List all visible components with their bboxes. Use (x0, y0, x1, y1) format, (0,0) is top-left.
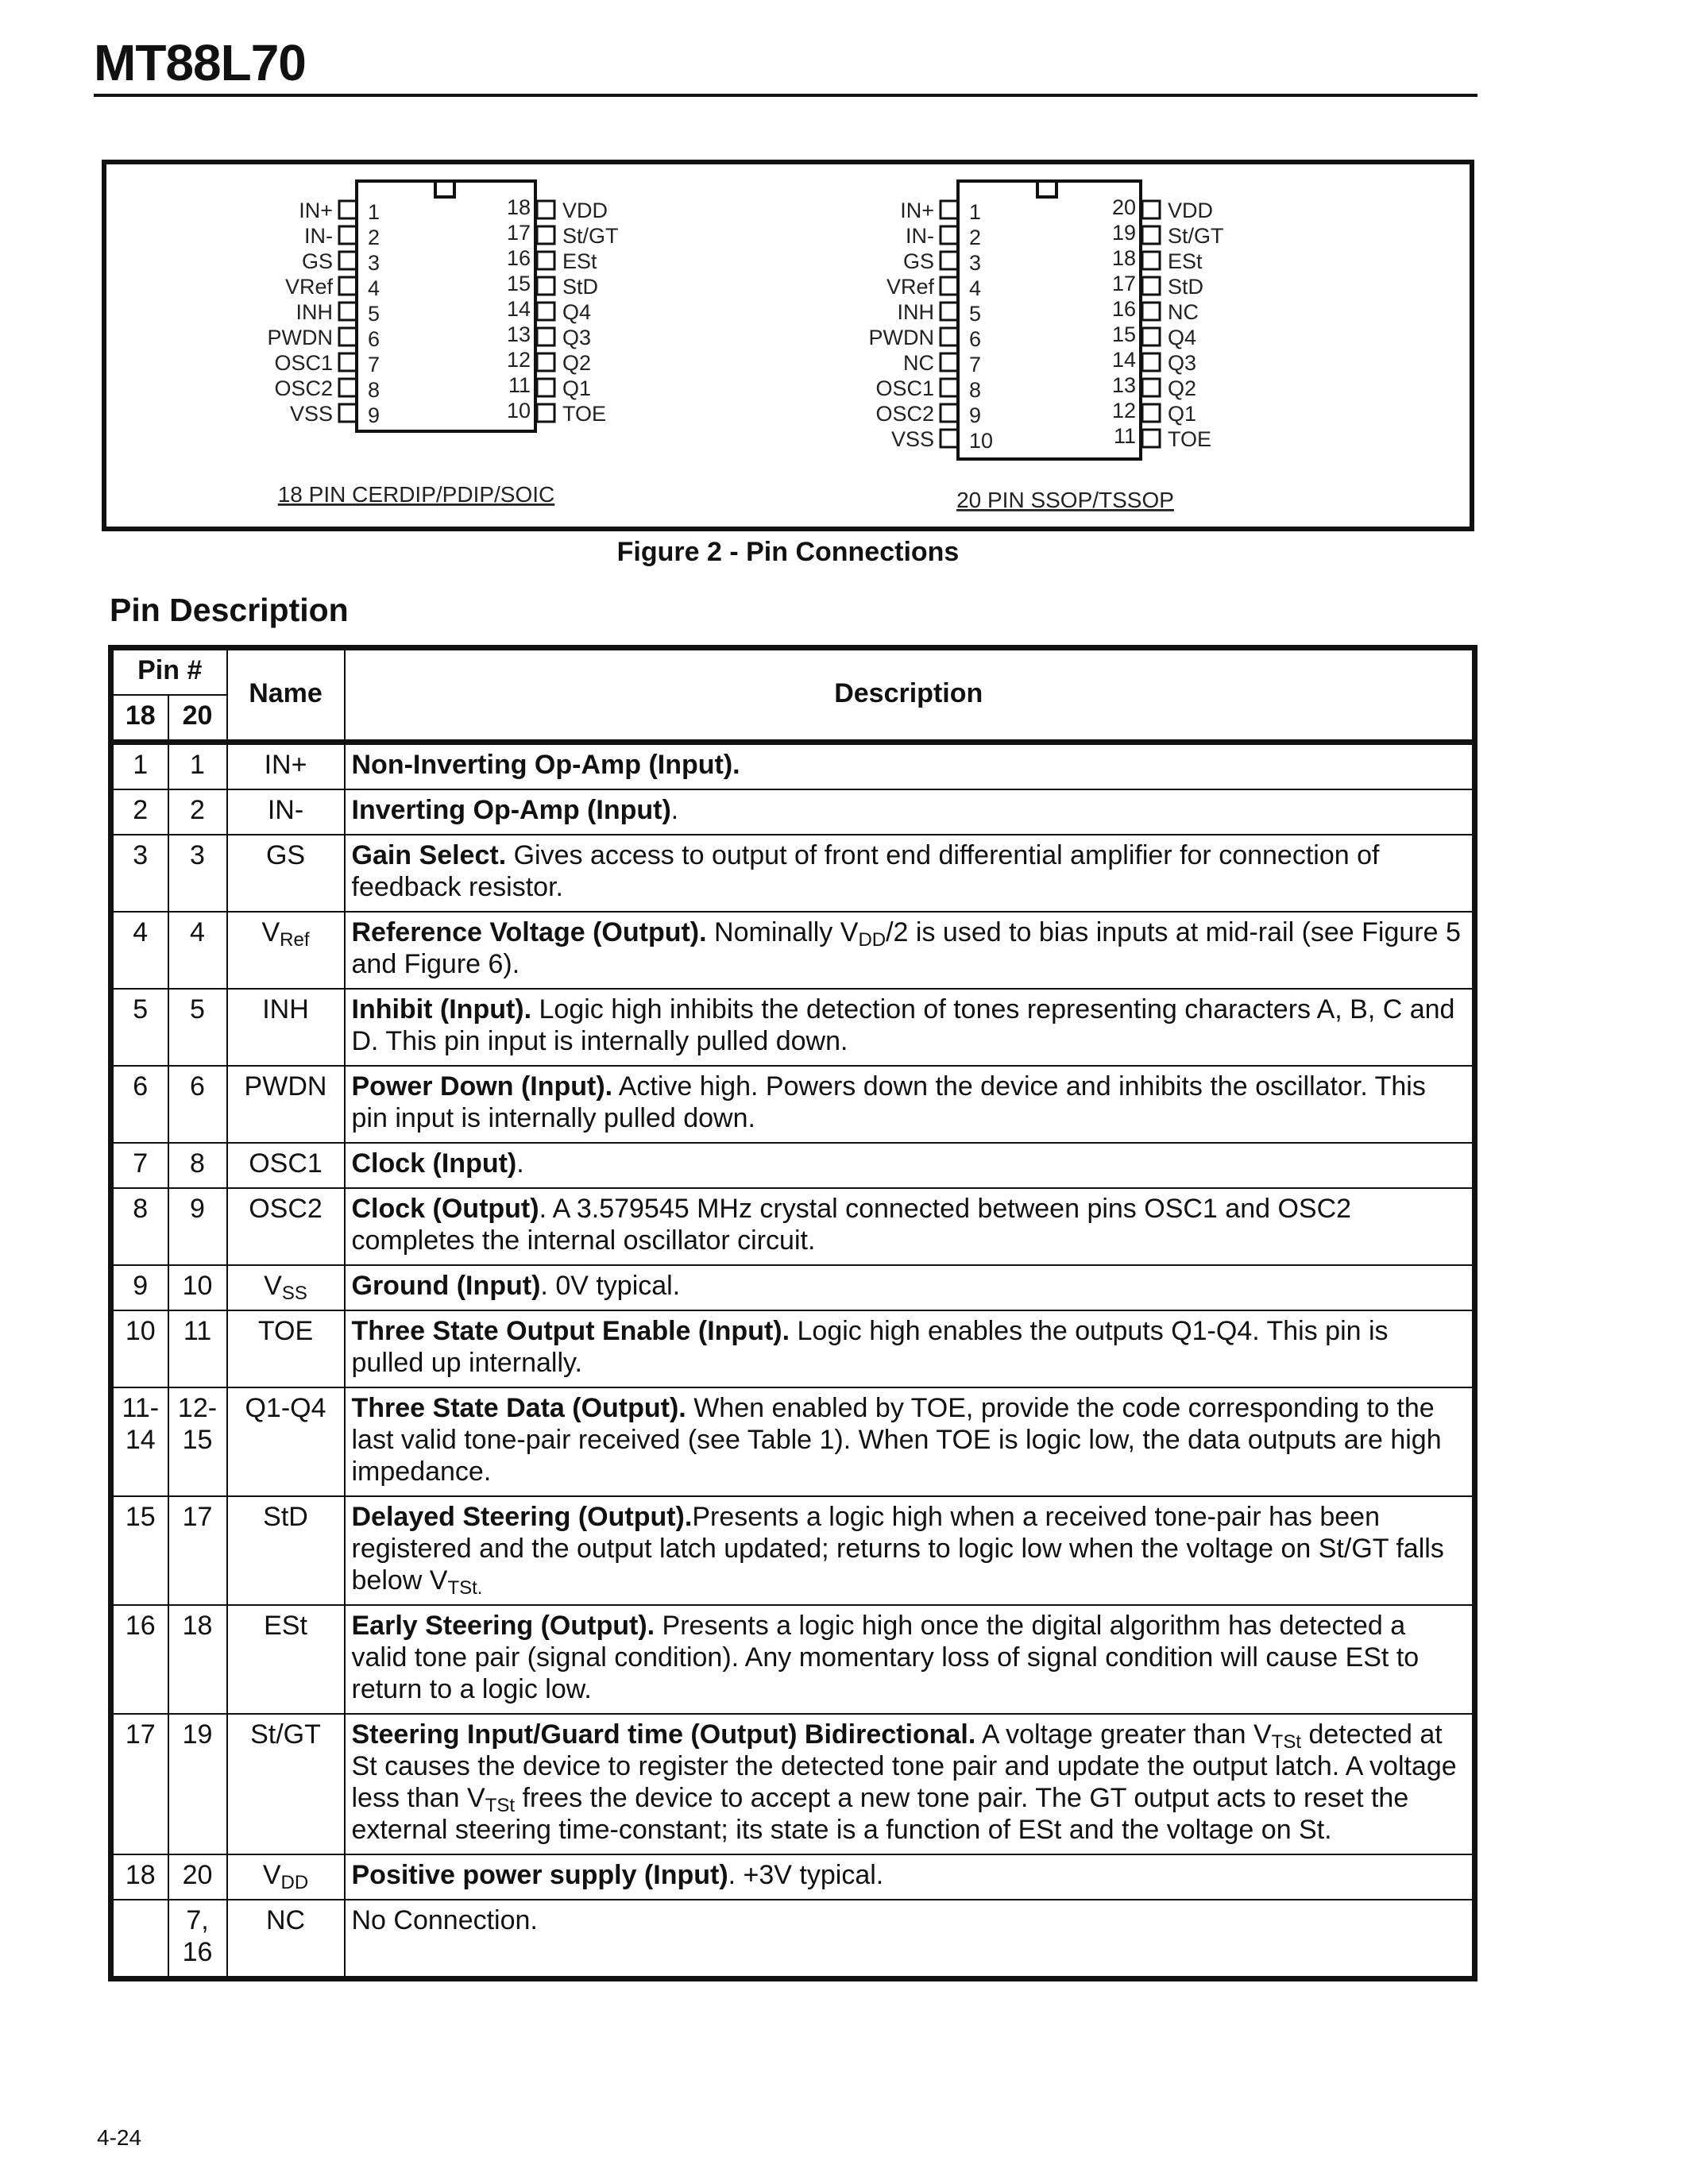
table-row (111, 1310, 1475, 1387)
pin-label: NC (903, 351, 934, 375)
pin-description-cell (345, 1310, 1475, 1387)
pin-number: 4 (969, 276, 982, 300)
pin-label: IN+ (900, 199, 934, 222)
pin-name-cell (227, 1265, 345, 1310)
description-text: A voltage greater than V (975, 1719, 1272, 1750)
description-text: Active high. Powers down the device and inhibits the oscillator. This pin input is internally pulled down. (351, 1071, 1426, 1133)
pin-pad (537, 226, 554, 244)
pin-pad (339, 277, 357, 295)
pin-number: 8 (368, 378, 380, 402)
pin-20-cell: 5 (168, 989, 227, 1066)
pin-label: IN+ (299, 199, 333, 222)
pin-name-cell (227, 1854, 345, 1900)
pin-20-cell: 12-15 (168, 1387, 227, 1496)
pin-pad (339, 201, 357, 218)
pin-number: 17 (1111, 272, 1136, 295)
description-text: When enabled by TOE, provide the code corresponding to the last valid tone-pair received (see Table 1). When TOE is logic low, the data outputs are high impedance. (351, 1393, 1442, 1487)
table-row (111, 1496, 1475, 1605)
pin-label: VRef (886, 275, 934, 299)
description-lead: Clock (Input) (351, 1148, 517, 1179)
pin-number: 13 (1111, 373, 1136, 397)
description-lead: Steering Input/Guard time (Output) Bidirectional. (351, 1719, 976, 1750)
page-number: 4-24 (97, 2125, 142, 2150)
document-title: MT88L70 (94, 34, 306, 91)
pin-pad (941, 303, 958, 320)
pin-number: 7 (969, 353, 982, 376)
pin-number: 15 (506, 272, 531, 295)
package-18-pin (268, 181, 619, 507)
pin-pad (1142, 201, 1160, 218)
pin-label: Q1 (562, 376, 592, 400)
description-lead: Reference Voltage (Output). (351, 917, 707, 947)
description-subscript: TSt (1271, 1731, 1302, 1753)
pin-label: OSC1 (875, 376, 934, 400)
package-20-label: 20 PIN SSOP/TSSOP (956, 488, 1174, 512)
pin-number: 4 (368, 276, 380, 300)
description-text: . A 3.579545 MHz crystal connected between pins OSC1 and OSC2 completes the internal oscillator circuit. (351, 1194, 1352, 1256)
pin-20-cell: 8 (168, 1143, 227, 1188)
pin-number: 3 (969, 251, 982, 275)
pin-pad (339, 303, 357, 320)
description-subscript: TSt (485, 1795, 516, 1816)
pin-number: 16 (1111, 297, 1136, 321)
description-text: Logic high enables the outputs Q1-Q4. This pin is pulled up internally. (351, 1316, 1389, 1378)
pin-number: 16 (506, 246, 531, 270)
table-row (111, 1714, 1475, 1854)
pin-18-cell: 15 (111, 1496, 168, 1605)
pin-name: V (261, 917, 280, 947)
description-text: /2 is used to bias inputs at mid-rail (see Figure 5 and Figure 6). (351, 917, 1461, 979)
pin-name-cell (227, 1143, 345, 1188)
description-text: . +3V typical. (728, 1860, 884, 1890)
pin-20-cell: 20 (168, 1854, 227, 1900)
header-description: Description (345, 648, 1475, 743)
pin-description-cell (345, 912, 1475, 989)
table-row (111, 1143, 1475, 1188)
pin-name: ESt (264, 1611, 307, 1641)
pin-name-cell (227, 743, 345, 790)
pin-pad (1142, 303, 1160, 320)
pin-pad (537, 404, 554, 422)
pin-description-cell (345, 989, 1475, 1066)
pin-20-cell: 4 (168, 912, 227, 989)
description-text: . 0V typical. (540, 1271, 681, 1301)
description-lead: Power Down (Input). (351, 1071, 613, 1102)
pin-20-cell: 3 (168, 835, 227, 912)
pin-label: NC (1168, 300, 1199, 324)
pin-name: OSC1 (249, 1148, 323, 1179)
pin-number: 10 (969, 429, 994, 453)
pin-label: GS (301, 249, 333, 273)
pin-name: St/GT (250, 1719, 321, 1750)
pin-18-cell: 18 (111, 1854, 168, 1900)
pin-18-cell: 8 (111, 1188, 168, 1265)
pin-number: 15 (1111, 322, 1136, 346)
pin-label: GS (902, 249, 934, 273)
description-lead: Gain Select. (351, 840, 507, 870)
pin-number: 17 (506, 221, 531, 245)
description-lead: Three State Data (Output). (351, 1393, 686, 1423)
pin-name: V (262, 1860, 281, 1890)
package-20-pin (869, 181, 1224, 512)
pin-description-cell (345, 1143, 1475, 1188)
description-lead: Inhibit (Input). (351, 994, 532, 1024)
table-row (111, 912, 1475, 989)
pin-connections-figure (102, 160, 1474, 531)
pin-18-cell: 17 (111, 1714, 168, 1854)
pin-pad (941, 277, 958, 295)
pin-name: IN+ (264, 750, 307, 780)
pin-pad (941, 353, 958, 371)
pin-description-cell (345, 1066, 1475, 1143)
description-text: Logic high inhibits the detection of tones representing characters A, B, C and D. This pin input is internally pulled down. (351, 994, 1455, 1056)
pin-label: VDD (1168, 199, 1214, 222)
pin-number: 2 (368, 226, 380, 249)
pin-18-cell: 2 (111, 789, 168, 835)
pin-18-cell: 10 (111, 1310, 168, 1387)
pin-pad (537, 277, 554, 295)
figure-caption: Figure 2 - Pin Connections (616, 537, 960, 567)
pin-20-cell: 2 (168, 789, 227, 835)
pin-label: OSC1 (274, 351, 333, 375)
pin-number: 12 (506, 348, 531, 372)
pin-name-subscript: DD (280, 1872, 309, 1893)
pin-label: StD (1168, 275, 1204, 299)
pin-description-cell (345, 1900, 1475, 1979)
pin-name-cell (227, 1714, 345, 1854)
pin-pad (1142, 430, 1160, 447)
description-subscript: DD (858, 929, 886, 951)
pin-name: PWDN (244, 1071, 327, 1102)
pin1-notch (435, 181, 454, 197)
pin-number: 10 (506, 399, 531, 423)
pin-number: 12 (1111, 399, 1136, 423)
pin-description-cell (345, 1714, 1475, 1854)
pin-20-cell: 1 (168, 743, 227, 790)
pin-pad (1142, 353, 1160, 371)
description-text: Presents a logic high when a received tone-pair has been registered and the output latch updated; returns to logic low when the voltage on St/GT falls below V (351, 1502, 1444, 1596)
pin-number: 18 (506, 195, 531, 219)
pin-name: StD (263, 1502, 308, 1532)
header-20-pin: 20 (168, 695, 227, 743)
header-18-pin: 18 (111, 695, 168, 743)
pin-number: 5 (969, 302, 982, 326)
pin-label: OSC2 (875, 402, 934, 426)
pin-label: IN- (906, 224, 934, 248)
pin-name-cell (227, 789, 345, 835)
table-row (111, 1265, 1475, 1310)
pin-pad (339, 404, 357, 422)
pin-number: 11 (508, 373, 531, 397)
pin-20-cell: 10 (168, 1265, 227, 1310)
pin-pad (941, 404, 958, 422)
pin-label: INH (897, 300, 934, 324)
pin-number: 1 (368, 200, 380, 224)
table-row (111, 1605, 1475, 1714)
description-text: frees the device to accept a new tone pair. The GT output acts to reset the external steering time-constant; its state is a function of ESt and the voltage on St. (351, 1783, 1409, 1845)
description-text: Gives access to output of front end differential amplifier for connection of feedback resistor. (351, 840, 1380, 902)
description-lead: Clock (Output) (351, 1194, 539, 1224)
pin-name-cell (227, 1605, 345, 1714)
pin-label: Q3 (1168, 351, 1197, 375)
pin-name-cell (227, 1188, 345, 1265)
pin-pad (941, 328, 958, 345)
pin-name-subscript: SS (281, 1283, 307, 1304)
pin-number: 14 (1111, 348, 1136, 372)
pin-description-cell (345, 789, 1475, 835)
pin-18-cell: 4 (111, 912, 168, 989)
pin-name-subscript: Ref (280, 929, 310, 951)
pin-20-cell: 11 (168, 1310, 227, 1387)
pin-name-cell (227, 912, 345, 989)
pin-number: 5 (368, 302, 380, 326)
pin-name-cell (227, 1066, 345, 1143)
pin-18-cell: 1 (111, 743, 168, 790)
pin-pad (537, 379, 554, 396)
pin-label: St/GT (1168, 224, 1224, 248)
package-18-label: 18 PIN CERDIP/PDIP/SOIC (277, 482, 555, 507)
pin-name: OSC2 (249, 1194, 323, 1224)
pin-pad (537, 353, 554, 371)
pin-description-cell (345, 1605, 1475, 1714)
pin-label: OSC2 (274, 376, 333, 400)
pin-name-cell (227, 989, 345, 1066)
pin-label: Q3 (562, 326, 592, 349)
pin-name-cell (227, 835, 345, 912)
pin-pad (339, 252, 357, 269)
pin-pad (1142, 379, 1160, 396)
pin-pad (1142, 226, 1160, 244)
pin-number: 6 (368, 327, 380, 351)
pin-name-cell (227, 1900, 345, 1979)
description-text: . (670, 795, 679, 825)
pin-number: 19 (1111, 221, 1136, 245)
pin-number: 20 (1111, 195, 1136, 219)
table-row (111, 789, 1475, 835)
pin-name-cell (227, 1496, 345, 1605)
pin-number: 14 (506, 297, 531, 321)
description-text: detected at St causes the device to register the detected tone pair and update the output latch. A voltage less than V (351, 1719, 1457, 1813)
description-lead: Ground (Input) (351, 1271, 541, 1301)
description-lead: Three State Output Enable (Input). (351, 1316, 790, 1346)
pin-20-cell: 7, 16 (168, 1900, 227, 1979)
pin-number: 8 (969, 378, 982, 402)
pin-18-cell (111, 1900, 168, 1979)
description-text: Presents a logic high once the digital algorithm has detected a valid tone pair (signal condition). Any momentary loss of signal condition will cause ESt to return to a logic low. (351, 1611, 1420, 1704)
description-lead: Early Steering (Output). (351, 1611, 655, 1641)
pin-18-cell: 7 (111, 1143, 168, 1188)
pin-pad (537, 201, 554, 218)
pin-number: 2 (969, 226, 982, 249)
pin-name: INH (262, 994, 309, 1024)
pin-pad (537, 303, 554, 320)
pin-18-cell: 16 (111, 1605, 168, 1714)
pin-label: VDD (562, 199, 608, 222)
pin-name: TOE (257, 1316, 314, 1346)
description-lead: Delayed Steering (Output). (351, 1502, 693, 1532)
pin-20-cell: 17 (168, 1496, 227, 1605)
pin-label: TOE (562, 402, 607, 426)
pin-18-cell: 11-14 (111, 1387, 168, 1496)
pin-label: VRef (284, 275, 333, 299)
pin-description-table (108, 645, 1477, 1981)
pin-pad (941, 252, 958, 269)
pin-diagrams (106, 164, 1470, 527)
pin-pad (537, 328, 554, 345)
pin-description-cell (345, 1854, 1475, 1900)
pin-label: Q4 (562, 300, 592, 324)
pin-name: GS (265, 840, 306, 870)
pin-description-cell (345, 835, 1475, 912)
pin-description-cell (345, 1496, 1475, 1605)
pin-label: VSS (890, 427, 934, 451)
table-row (111, 1854, 1475, 1900)
pin-20-cell: 9 (168, 1188, 227, 1265)
pin-number: 1 (969, 200, 982, 224)
table-row (111, 1387, 1475, 1496)
pin-pad (1142, 277, 1160, 295)
pin-label: TOE (1168, 427, 1212, 451)
pin-pad (339, 379, 357, 396)
pin-pad (941, 226, 958, 244)
pin-pad (1142, 328, 1160, 345)
pin-label: StD (562, 275, 599, 299)
description-lead: Positive power supply (Input) (351, 1860, 728, 1890)
pin-name: NC (265, 1905, 306, 1935)
pin-description-cell (345, 1265, 1475, 1310)
table-row (111, 835, 1475, 912)
pin-label: INH (295, 300, 333, 324)
description-text: Nominally V (706, 917, 859, 947)
table-row (111, 1188, 1475, 1265)
pin-label: Q4 (1168, 326, 1197, 349)
pin-pad (941, 201, 958, 218)
pin-name: Q1-Q4 (245, 1393, 326, 1423)
pin-label: VSS (289, 402, 333, 426)
pin-label: Q2 (1168, 376, 1197, 400)
description-text: . (516, 1148, 524, 1179)
pin-name-cell (227, 1387, 345, 1496)
pin-20-cell: 19 (168, 1714, 227, 1854)
pin-pad (537, 252, 554, 269)
pin-pad (1142, 252, 1160, 269)
pin-label: PWDN (267, 326, 333, 349)
pin-description-cell (345, 1387, 1475, 1496)
description-subscript: TSt. (447, 1577, 483, 1599)
table-row (111, 1066, 1475, 1143)
description-lead: Inverting Op-Amp (Input) (351, 795, 671, 825)
pin-number: 11 (1113, 424, 1136, 448)
pin-number: 9 (368, 403, 380, 427)
pin-name: IN- (267, 795, 304, 825)
pin-label: ESt (562, 249, 597, 273)
pin-number: 6 (969, 327, 982, 351)
title-rule (94, 94, 1477, 97)
pin-18-cell: 6 (111, 1066, 168, 1143)
table-row (111, 989, 1475, 1066)
pin-pad (339, 226, 357, 244)
header-pin-number: Pin # (111, 648, 227, 696)
pin-20-cell: 6 (168, 1066, 227, 1143)
pin1-notch (1037, 181, 1056, 197)
pin-name-cell (227, 1310, 345, 1387)
pin-number: 18 (1111, 246, 1136, 270)
pin-18-cell: 5 (111, 989, 168, 1066)
pin-number: 9 (969, 403, 982, 427)
pin-pad (339, 328, 357, 345)
pin-18-cell: 9 (111, 1265, 168, 1310)
description-text: No Connection. (351, 1905, 538, 1935)
pin-name: V (264, 1271, 282, 1301)
pin-pad (339, 353, 357, 371)
pin-label: Q2 (562, 351, 592, 375)
pin-label: Q1 (1168, 402, 1197, 426)
table-row (111, 743, 1475, 790)
table-row (111, 1900, 1475, 1979)
section-title: Pin Description (110, 592, 349, 628)
pin-pad (1142, 404, 1160, 422)
pin-label: St/GT (562, 224, 619, 248)
pin-18-cell: 3 (111, 835, 168, 912)
pin-number: 3 (368, 251, 380, 275)
description-lead: Non-Inverting Op-Amp (Input). (351, 750, 740, 780)
pin-description-cell (345, 743, 1475, 790)
pin-number: 7 (368, 353, 380, 376)
pin-number: 13 (506, 322, 531, 346)
header-name: Name (227, 648, 345, 743)
pin-label: ESt (1168, 249, 1203, 273)
pin-label: IN- (304, 224, 333, 248)
pin-pad (941, 379, 958, 396)
pin-20-cell: 18 (168, 1605, 227, 1714)
pin-description-cell (345, 1188, 1475, 1265)
pin-label: PWDN (868, 326, 934, 349)
pin-pad (941, 430, 958, 447)
